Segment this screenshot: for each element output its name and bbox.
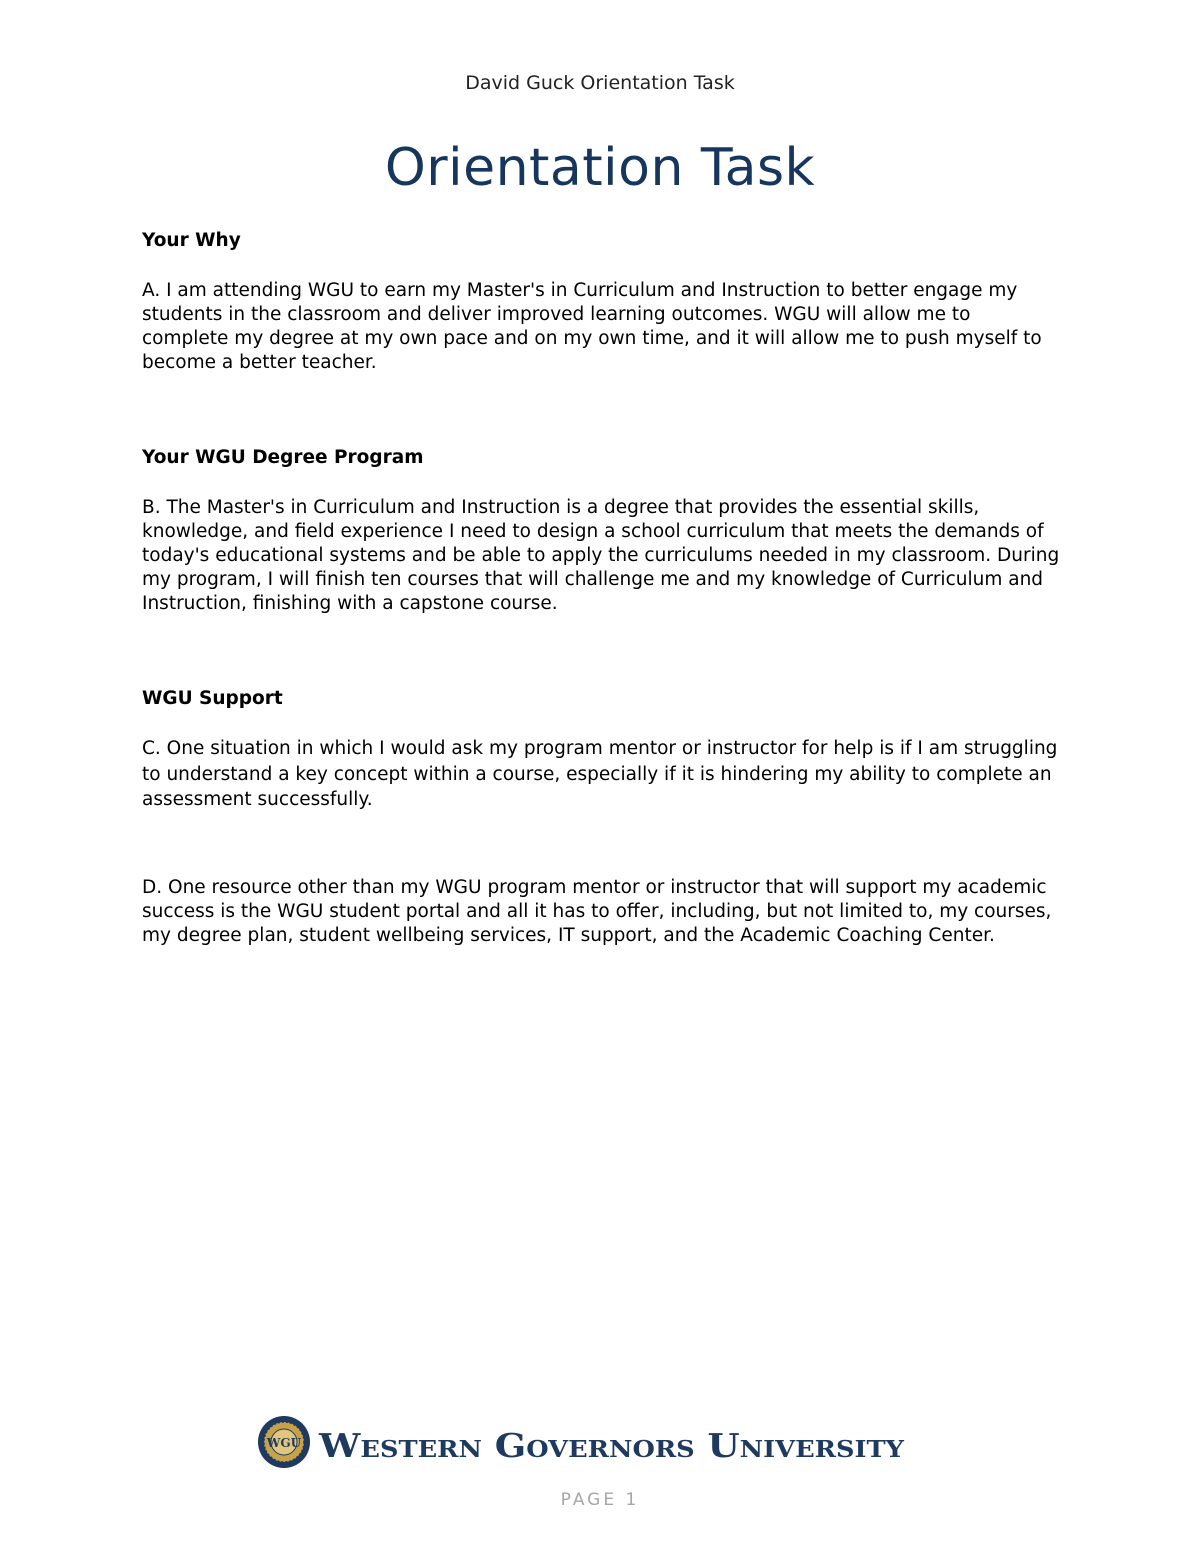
wgu-logo-wordmark: Western Governors University xyxy=(317,1426,905,1465)
wgu-seal-text: WGU xyxy=(266,1436,302,1450)
page-title: Orientation Task xyxy=(384,138,816,198)
wgu-logo-graphic xyxy=(256,1414,906,1470)
document-header: David Guck Orientation Task xyxy=(465,72,735,94)
paragraph-b: B. The Master's in Curriculum and Instruction is a degree that provides the essential skills, knowledge, and field experience I need to design a school curriculum that meets the demands of today's educational systems and be able to apply the curriculums needed in my classroom. During my program, I will finish ten courses that will challenge me and my knowledge of Curriculum and Instruction, finishing with a capstone course. xyxy=(142,497,1060,614)
paragraph-d: D. One resource other than my WGU program mentor or instructor that will support my academic success is the WGU student portal and all it has to offer, including, but not limited to, my courses, my degree plan, student wellbeing services, IT support, and the Academic Coaching Center. xyxy=(142,876,1052,946)
section-heading-program: Your WGU Degree Program xyxy=(142,447,424,468)
section-heading-support: WGU Support xyxy=(142,688,283,709)
page-number: PAGE 1 xyxy=(560,1490,640,1510)
wgu-logo xyxy=(256,1414,906,1470)
paragraph-c: C. One situation in which I would ask my program mentor or instructor for help is if I am struggling to understand a key concept within a course, especially if it is hindering my ability to complete an assessment successfully. xyxy=(142,738,1058,810)
section-heading-why: Your Why xyxy=(142,230,241,251)
document-body xyxy=(142,229,1062,948)
paragraph-a: A. I am attending WGU to earn my Master's in Curriculum and Instruction to better engage my students in the classroom and deliver improved learning outcomes. WGU will allow me to complete my degree at my own pace and on my own time, and it will allow me to push myself to become a better teacher. xyxy=(142,280,1042,373)
